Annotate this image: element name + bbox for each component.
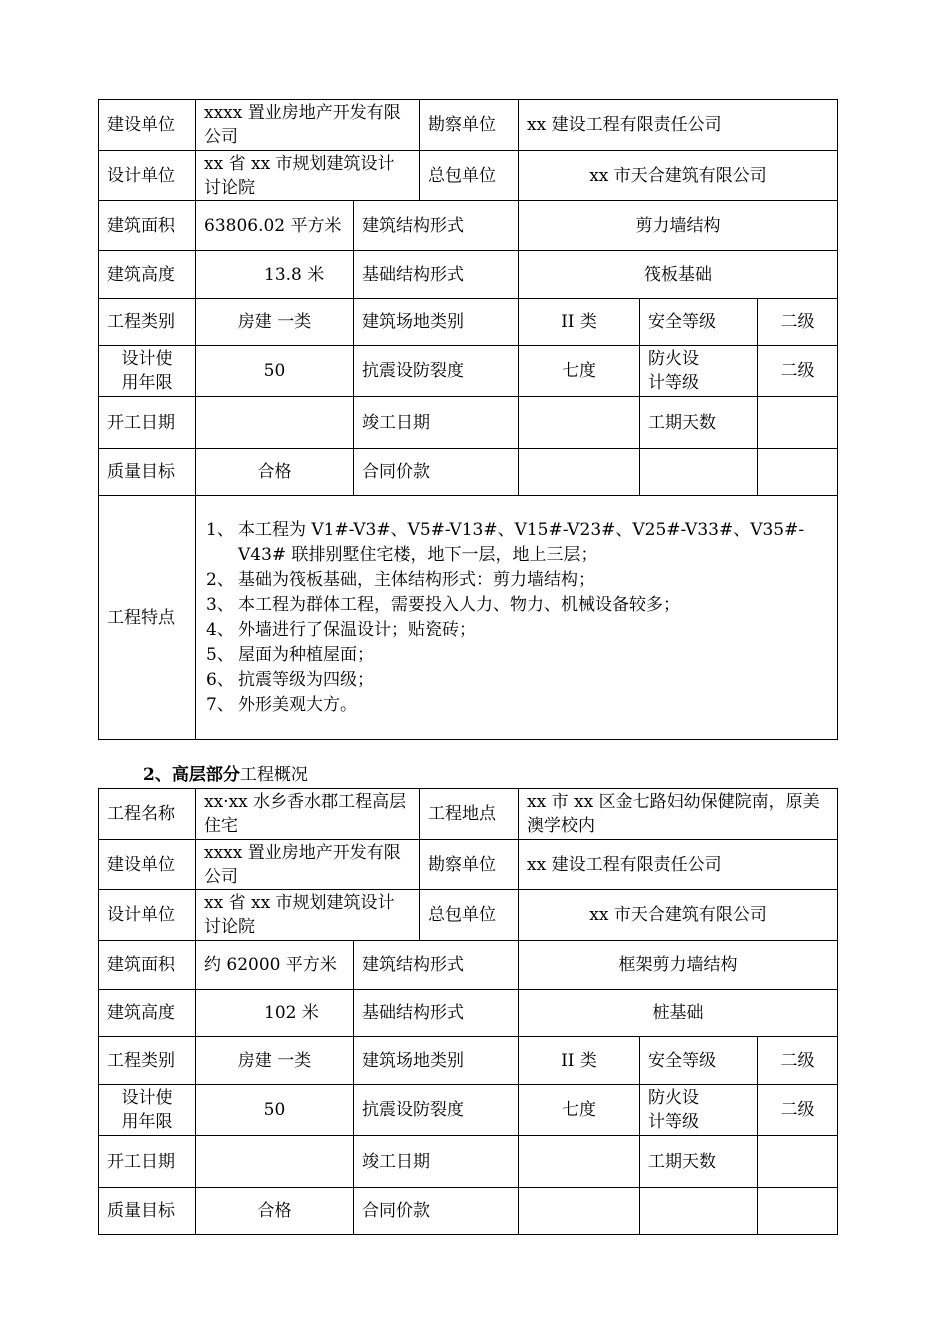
cell-value: 102 米 (196, 990, 354, 1037)
cell-value: 房建 一类 (196, 299, 354, 346)
cell-value: xx 市 xx 区金七路妇幼保健院南，原美澳学校内 (519, 789, 838, 840)
cell-value (519, 1136, 640, 1188)
cell-value: 框架剪力墙结构 (519, 941, 838, 990)
feature-text: 外墙进行了保温设计；贴瓷砖； (238, 619, 476, 640)
cell-label: 工程特点 (99, 496, 196, 740)
cell-label: 安全等级 (640, 299, 758, 346)
feature-item (206, 593, 829, 618)
row-start-date (99, 397, 838, 449)
cell-value: xx 市天合建筑有限公司 (519, 890, 838, 941)
feature-number: 7、 (206, 694, 234, 715)
feature-text: 本工程为群体工程，需要投入人力、物力、机械设备较多； (238, 594, 680, 615)
row-construction-unit (99, 840, 838, 890)
row-building-area (99, 941, 838, 990)
cell-value: xx·xx 水乡香水郡工程高层住宅 (196, 789, 420, 840)
feature-number: 3、 (206, 594, 234, 615)
cell-label: 建筑面积 (99, 201, 196, 251)
cell-label: 设计使 用年限 (99, 1085, 196, 1136)
features-list (206, 518, 829, 718)
row-building-area (99, 201, 838, 251)
cell-label: 建筑面积 (99, 941, 196, 990)
row-design-life (99, 1085, 838, 1136)
cell-label: 总包单位 (420, 890, 519, 941)
cell-value: 二级 (758, 1085, 838, 1136)
feature-number: 2、 (206, 569, 234, 590)
cell-label: 质量目标 (99, 1188, 196, 1235)
cell-value: xx 建设工程有限责任公司 (519, 840, 838, 890)
feature-number: 6、 (206, 669, 234, 690)
cell-label: 开工日期 (99, 1136, 196, 1188)
row-project-category (99, 1037, 838, 1085)
feature-text: 基础为筏板基础，主体结构形式：剪力墙结构； (238, 569, 595, 590)
cell-value: 合格 (196, 449, 354, 496)
cell-value: 七度 (519, 346, 640, 397)
row-design-life (99, 346, 838, 397)
cell-value: xx 建设工程有限责任公司 (519, 100, 838, 151)
cell-label: 建设单位 (99, 840, 196, 890)
row-start-date (99, 1136, 838, 1188)
cell-value (519, 1188, 640, 1235)
cell-value: xx 省 xx 市规划建筑设计讨论院 (196, 890, 420, 941)
row-project-features (99, 496, 838, 740)
cell-label: 安全等级 (640, 1037, 758, 1085)
feature-item (206, 518, 829, 568)
cell-label: 开工日期 (99, 397, 196, 449)
section-title-high-rise: 2、高层部分工程概况 (143, 765, 308, 785)
cell-label: 合同价款 (354, 1188, 519, 1235)
cell-value: 二级 (758, 299, 838, 346)
cell-label: 建筑高度 (99, 990, 196, 1037)
cell-label: 建筑场地类别 (354, 299, 519, 346)
cell-value: 房建 一类 (196, 1037, 354, 1085)
cell-value: II 类 (519, 1037, 640, 1085)
cell-value: 13.8 米 (196, 251, 354, 299)
cell-value: II 类 (519, 299, 640, 346)
cell-label: 建设单位 (99, 100, 196, 151)
cell-value: xx 市天合建筑有限公司 (519, 151, 838, 201)
row-design-unit (99, 151, 838, 201)
cell-label: 竣工日期 (354, 1136, 519, 1188)
project-info-table-1 (98, 99, 838, 740)
cell-label: 工程类别 (99, 299, 196, 346)
feature-text: 本工程为 V1#-V3#、V5#-V13#、V15#-V23#、V25#-V33#、V35#-V43# 联排别墅住宅楼，地下一层，地上三层； (238, 519, 805, 565)
cell-value (519, 397, 640, 449)
cell-value (758, 397, 838, 449)
cell-label: 勘察单位 (420, 100, 519, 151)
feature-number: 4、 (206, 619, 234, 640)
row-construction-unit (99, 100, 838, 151)
cell-label: 建筑结构形式 (354, 201, 519, 251)
cell-value (758, 1188, 838, 1235)
feature-text: 屋面为种植屋面； (238, 644, 374, 665)
cell-label: 竣工日期 (354, 397, 519, 449)
cell-label: 工期天数 (640, 1136, 758, 1188)
cell-label: 勘察单位 (420, 840, 519, 890)
feature-item (206, 668, 829, 693)
feature-item (206, 643, 829, 668)
feature-item (206, 568, 829, 593)
cell-value: 二级 (758, 1037, 838, 1085)
row-design-unit (99, 890, 838, 941)
cell-label: 基础结构形式 (354, 990, 519, 1037)
cell-label: 防火设 计等级 (640, 346, 758, 397)
cell-label: 设计使 用年限 (99, 346, 196, 397)
cell-value (196, 1136, 354, 1188)
cell-label: 总包单位 (420, 151, 519, 201)
feature-item (206, 618, 829, 643)
cell-value (640, 449, 758, 496)
row-project-name (99, 789, 838, 840)
cell-value: 剪力墙结构 (519, 201, 838, 251)
cell-value: 约 62000 平方米 (196, 941, 354, 990)
cell-value: xx 省 xx 市规划建筑设计讨论院 (196, 151, 420, 201)
cell-value: 二级 (758, 346, 838, 397)
cell-label: 工程类别 (99, 1037, 196, 1085)
project-info-table-2 (98, 788, 838, 1235)
cell-value (758, 449, 838, 496)
cell-value: 63806.02 平方米 (196, 201, 354, 251)
cell-label: 设计单位 (99, 890, 196, 941)
cell-value: 七度 (519, 1085, 640, 1136)
feature-number: 1、 (206, 519, 234, 540)
cell-value: xxxx 置业房地产开发有限公司 (196, 100, 420, 151)
feature-text: 外形美观大方。 (238, 694, 357, 715)
cell-label: 工期天数 (640, 397, 758, 449)
cell-label: 设计单位 (99, 151, 196, 201)
row-building-height (99, 251, 838, 299)
cell-value: 50 (196, 346, 354, 397)
cell-value: 筏板基础 (519, 251, 838, 299)
cell-value: xxxx 置业房地产开发有限公司 (196, 840, 420, 890)
feature-number: 5、 (206, 644, 234, 665)
feature-item (206, 693, 829, 718)
cell-label: 防火设 计等级 (640, 1085, 758, 1136)
cell-label: 建筑高度 (99, 251, 196, 299)
row-building-height (99, 990, 838, 1037)
cell-label: 合同价款 (354, 449, 519, 496)
cell-label: 工程名称 (99, 789, 196, 840)
cell-value: 合格 (196, 1188, 354, 1235)
cell-value (519, 449, 640, 496)
cell-label: 质量目标 (99, 449, 196, 496)
cell-label: 工程地点 (420, 789, 519, 840)
cell-value (758, 1136, 838, 1188)
cell-label: 建筑场地类别 (354, 1037, 519, 1085)
row-quality-target (99, 1188, 838, 1235)
cell-value (640, 1188, 758, 1235)
cell-value (196, 397, 354, 449)
cell-label: 基础结构形式 (354, 251, 519, 299)
cell-label: 建筑结构形式 (354, 941, 519, 990)
row-project-category (99, 299, 838, 346)
cell-value: 50 (196, 1085, 354, 1136)
features-cell (196, 496, 838, 740)
cell-label: 抗震设防裂度 (354, 1085, 519, 1136)
feature-text: 抗震等级为四级； (238, 669, 374, 690)
cell-label: 抗震设防裂度 (354, 346, 519, 397)
row-quality-target (99, 449, 838, 496)
cell-value: 桩基础 (519, 990, 838, 1037)
